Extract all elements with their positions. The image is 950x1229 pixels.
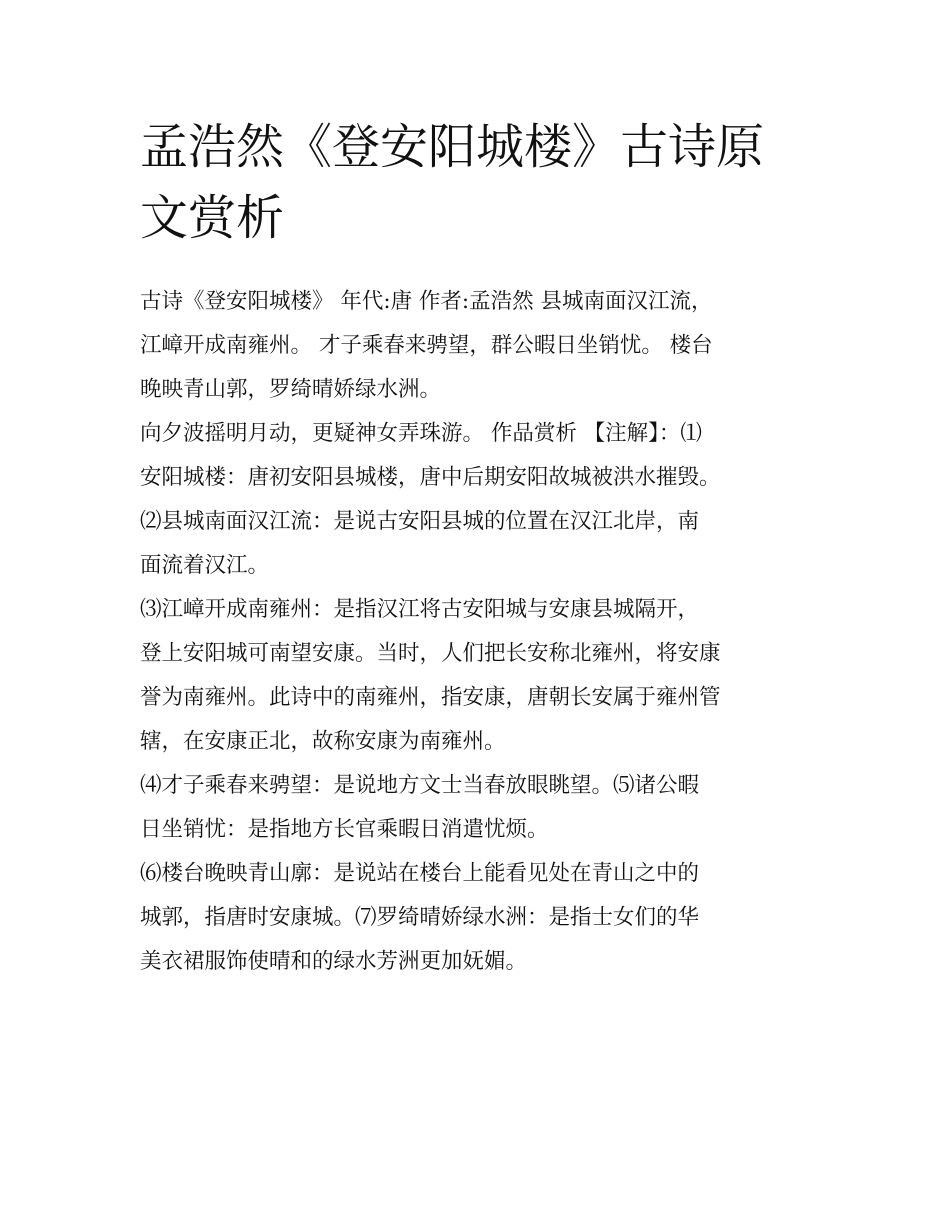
document-body (140, 280, 830, 984)
text-line: 面流着汉江。 (140, 553, 270, 578)
document-title: 孟浩然《登安阳城楼》古诗原 文赏析 (140, 119, 765, 246)
text-line: 江嶂开成南雍州。 才子乘春来骋望，群公暇日坐销忧。 楼台 (140, 333, 713, 358)
text-line: 城郭，指唐时安康城。⑺罗绮晴娇绿水洲：是指士女们的华 (140, 905, 700, 930)
text-line: 古诗《登安阳城楼》 年代:唐 作者:孟浩然 县城南面汉江流， (140, 289, 713, 314)
text-line: ⑵县城南面汉江流：是说古安阳县城的位置在汉江北岸，南 (140, 509, 700, 534)
text-line: ⑹楼台晚映青山廓：是说站在楼台上能看见处在青山之中的 (140, 861, 700, 886)
text-line: 向夕波摇明月动，更疑神女弄珠游。 作品赏析 【注解】：⑴ (140, 421, 702, 446)
text-line: ⑶江嶂开成南雍州：是指汉江将古安阳城与安康县城隔开， (140, 597, 700, 622)
text-line: 安阳城楼：唐初安阳县城楼，唐中后期安阳故城被洪水摧毁。 (140, 465, 721, 490)
text-line: 晚映青山郭，罗绮晴娇绿水洲。 (140, 377, 442, 402)
text-line: ⑷才子乘春来骋望：是说地方文士当春放眼眺望。⑸诸公暇 (140, 773, 700, 798)
text-line: 美衣裙服饰使晴和的绿水芳洲更加妩媚。 (140, 949, 528, 974)
text-line: 日坐销忧：是指地方长官乘暇日消遣忧烦。 (140, 817, 549, 842)
text-line: 辖，在安康正北，故称安康为南雍州。 (140, 729, 506, 754)
text-line: 誉为南雍州。此诗中的南雍州，指安康，唐朝长安属于雍州管 (140, 685, 721, 710)
text-line: 登上安阳城可南望安康。当时，人们把长安称北雍州，将安康 (140, 641, 721, 666)
